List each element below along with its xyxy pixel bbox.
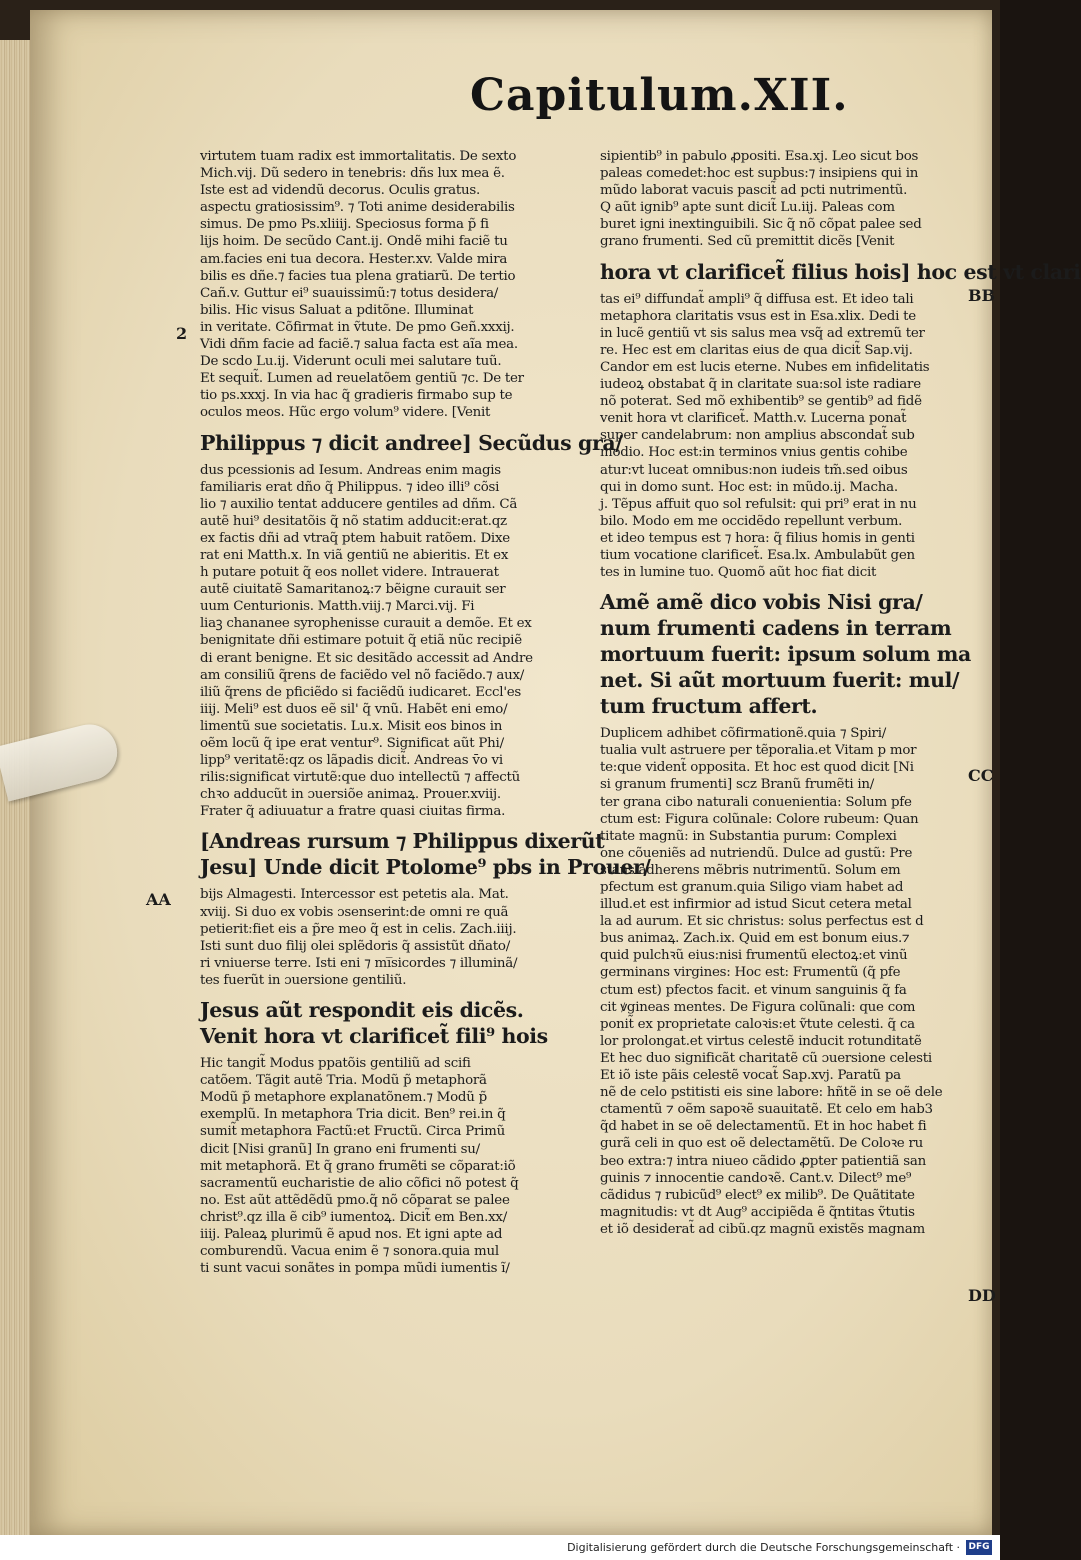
text-line: sacramentũ eucharistie de alio cõfici nõ potest q̃ xyxy=(200,1175,519,1191)
text-line: Q aũt ignib⁹ apte sunt dicit̃ Lu.iij. Paleas com xyxy=(600,200,895,216)
right-column xyxy=(600,148,1081,1238)
text-line: sipientib⁹ in pabulo ꝓpositi. Esa.xj. Leo sicut bos xyxy=(600,149,919,164)
text-line: metaphora claritatis vsus est in Esa.xlix. Dedi te xyxy=(600,308,916,324)
dfg-logo-icon: DFG xyxy=(966,1540,992,1555)
margin-mark-aa: AA xyxy=(146,890,171,909)
text-line: iiij. Paleaꝝ plurimũ ẽ apud nos. Et igni apte ad xyxy=(200,1226,503,1242)
text-line: Amẽ amẽ dico vobis Nisi gra/ xyxy=(600,590,923,615)
text-line: num frumenti cadens in terram xyxy=(600,616,952,641)
text-line: super candelabrum: non amplius abscondat̃ sub xyxy=(600,428,915,444)
text-line: ponit̃ ex proprietate caloꝛis:et ṽtute celesti. q̃ ca xyxy=(600,1016,915,1032)
text-line: Duplicem adhibet cõfirmationẽ.quia ⁊ Spiri/ xyxy=(600,726,886,742)
text-line: net. Si aũt mortuum fuerit: mul/ xyxy=(600,668,960,693)
text-line: la ad aurum. Et sic christus: solus perfectus est d xyxy=(600,914,924,930)
text-line: sumit̃ metaphora Factũ:et Fructũ. Circa Primũ xyxy=(200,1124,505,1140)
text-line: ctum est) pfectos facit. et vinum sanguinis q̃ fa xyxy=(600,982,907,998)
text-line: am.facies eni tua decora. Hester.xv. Valde mira xyxy=(200,251,508,267)
text-line: quid pulchꝛũ eius:nisi frumentũ electoꝝ:et vinũ xyxy=(600,948,908,964)
text-line: illud.et est infirmior ad istud Sicut cetera metal xyxy=(600,897,912,913)
left-big-lines-2 xyxy=(200,828,651,880)
text-line: ctamentũ ⁊ oẽm sapoꝛẽ suauitatẽ. Et celo em hab3 xyxy=(600,1102,933,1118)
right-lines-mid xyxy=(600,291,988,582)
text-line: Hic tangit̃ Modus ppatõis gentiliũ ad scifi xyxy=(200,1056,471,1072)
text-line: grano frumenti. Sed cũ premittit dicẽs [Venit xyxy=(600,234,895,250)
text-line: Iste est ad videndũ decorus. Oculis gratus. xyxy=(200,183,480,199)
text-line: limentũ sue societatis. Lu.x. Misit eos binos in xyxy=(200,718,503,734)
left-lines-bottom xyxy=(200,1055,600,1277)
text-line: iiij. Meli⁹ est duos eẽ sil' q̃ vnũ. Habẽt eni emo/ xyxy=(200,701,508,717)
margin-mark-cc: CC xyxy=(968,766,994,785)
text-line: si granum frumenti] scz Branũ frumẽti in/ xyxy=(600,777,875,793)
text-line: christ⁹.qz illa ẽ cib⁹ iumentoꝝ. Dicit̃ em Ben.xx/ xyxy=(200,1209,507,1225)
text-line: buret igni inextinguibili. Sic q̃ nõ cõpat palee sed xyxy=(600,217,922,233)
text-line: Candor em est lucis eterne. Nubes em infidelitatis xyxy=(600,359,930,375)
left-lines-after xyxy=(200,886,600,989)
text-line: cit ꝟgineas mentes. De Figura colũnali: que com xyxy=(600,999,916,1015)
text-line: magnitudis: vt dt Aug⁹ accipiẽda ẽ q̃ntitas ṽtutis xyxy=(600,1204,915,1220)
text-line: et ideo tempus est ⁊ hora: q̃ filius homis in genti xyxy=(600,530,915,546)
book-page xyxy=(30,10,1081,1535)
text-line: venit hora vt clarificet̃. Matth.v. Lucerna ponat̃ xyxy=(600,411,907,427)
text-line: tium vocatione clarificet̃. Esa.lx. Ambulabũt gen xyxy=(600,547,915,563)
left-lines-top xyxy=(200,148,600,422)
text-line: beo extra:⁊ intra niueo cãdido ꝓpter patientiã san xyxy=(600,1153,926,1169)
text-line: Venit hora vt clarificet̃ fili⁹ hois xyxy=(200,1024,548,1049)
text-line: bilo. Modo em me occidẽdo repellunt verbum. xyxy=(600,513,903,529)
footer-bar xyxy=(0,1535,1000,1560)
text-line: oculos meos. Hũc ergo volum⁹ videre. [Venit xyxy=(200,405,491,421)
text-line: atur:vt luceat omnibus:non iudeis tm̃.sed oibus xyxy=(600,462,908,478)
right-big-lines xyxy=(600,259,1081,285)
text-line: iliũ q̃rens de pficiẽdo si faciẽdũ iudicaret. Eccl'es xyxy=(200,684,522,700)
margin-mark-dd: DD xyxy=(968,1286,996,1305)
text-line: autẽ ciuitatẽ Samaritanoꝝ:⁊ bẽigne curauit ser xyxy=(200,582,506,598)
text-line: uum Centurionis. Matth.viij.⁊ Marci.vij. Fi xyxy=(200,599,475,615)
text-line: Mich.vij. Dũ sedero in tenebris: dñs lux mea ẽ. xyxy=(200,166,505,182)
text-line: tas ei⁹ diffundat̃ ampli⁹ q̃ diffusa est. Et ideo tali xyxy=(600,291,914,307)
text-line: di erant benigne. Et sic desitãdo accessit ad Andre xyxy=(200,650,533,666)
text-line: am consiliũ q̃rens de faciẽdo vel nõ faciẽdo.⁊ aux/ xyxy=(200,667,525,683)
text-line: benignitate dñi estimare potuit q̃ etiã nũc recipiẽ xyxy=(200,633,522,649)
text-line: nẽ de celo pstitisti eis sine labore: hñtẽ in se oẽ dele xyxy=(600,1085,943,1101)
text-line: hora vt clarificet̃ filius hois] hoc est vt clari xyxy=(600,259,1081,284)
text-line: one cõueniẽs ad nutriendũ. Dulce ad gustũ: Pre xyxy=(600,845,913,861)
text-line: ctum est: Figura colũnale: Colore rubeum: Quan xyxy=(600,811,919,827)
text-line: Modũ p̃ metaphore explanatõnem.⁊ Modũ p̃ xyxy=(200,1090,487,1106)
text-line: Et hec duo significãt charitatẽ cũ ɔuersione celesti xyxy=(600,1050,932,1066)
text-line: dicit [Nisi granũ] In grano eni frumenti su/ xyxy=(200,1141,480,1157)
margin-mark-2: 2 xyxy=(176,324,188,343)
text-line: j. Tẽpus affuit quo sol refulsit: qui pri⁹ erat in nu xyxy=(600,496,917,512)
text-line: Jesu] Unde dicit Ptolome⁹ pbs in Prouer/ xyxy=(200,855,651,880)
left-big-lines xyxy=(200,430,623,456)
text-line: in lucẽ gentiũ vt sis salus mea vsq̃ ad extremũ ter xyxy=(600,325,925,341)
text-line: h putare potuit q̃ eos nollet videre. Intrauerat xyxy=(200,565,499,581)
text-line: lijs hoim. De secũdo Cant.ij. Ondẽ mihi faciẽ tu xyxy=(200,234,508,250)
footer-credit: Digitalisierung gefördert durch die Deutsche Forschungsgemeinschaft · xyxy=(567,1541,960,1554)
text-line: petierit:fiet eis a p̃re meo q̃ est in celis. Zach.iiij. xyxy=(200,921,517,937)
text-line: bijs Almagesti. Intercessor est petetis ala. Mat. xyxy=(200,887,509,903)
text-line: gurã celi in quo est oẽ delectamẽtũ. De Coloꝛe ru xyxy=(600,1136,924,1152)
text-line: bilis. Hic visus Saluat a pditõne. Illuminat xyxy=(200,302,474,318)
text-line: Philippus ⁊ dicit andree] Secũdus gra/ xyxy=(200,430,623,455)
text-line: virtutem tuam radix est immortalitatis. De sexto xyxy=(200,149,517,164)
text-line: familiaris erat dño q̃ Philippus. ⁊ ideo illi⁹ cõsi xyxy=(200,479,500,495)
text-line: cãdidus ⁊ rubicũd⁹ elect⁹ ex milib⁹. De Quãtitate xyxy=(600,1187,915,1203)
text-line: et iõ desiderat̃ ad cibũ.qz magnũ existẽs magnam xyxy=(600,1221,925,1237)
right-lines-top xyxy=(600,148,988,251)
text-line: Vidi dñm facie ad faciẽ.⁊ salua facta est aĩa mea. xyxy=(200,337,518,353)
running-head: Capitulum.XII. xyxy=(470,70,849,121)
text-line: modio. Hoc est:in terminos vnius gentis cohibe xyxy=(600,445,908,461)
left-lines-mid xyxy=(200,462,600,821)
text-line: tio ps.xxxj. In via hac q̃ gradieris firmabo sup te xyxy=(200,388,513,404)
text-line: titate magnũ: in Substantia purum: Complexi xyxy=(600,828,897,844)
text-line: autẽ hui⁹ desitatõis q̃ nõ statim adducit:erat.qz xyxy=(200,513,507,529)
text-line: rilis:significat virtutẽ:que duo intellectũ ⁊ affectũ xyxy=(200,770,521,786)
text-line: Et iõ iste pãis celestẽ vocat̃ Sap.xvj. Paratũ pa xyxy=(600,1068,901,1084)
text-line: rat eni Matth.x. In viã gentiũ ne abieritis. Et ex xyxy=(200,547,509,563)
text-line: guinis ⁊ innocentie candoꝛẽ. Cant.v. Dilect⁹ me⁹ xyxy=(600,1170,912,1186)
text-line: comburendũ. Vacua enim ẽ ⁊ sonora.quia mul xyxy=(200,1244,499,1260)
text-line: mit metaphorã. Et q̃ grano frumẽti se cõparat:iõ xyxy=(200,1158,516,1174)
text-line: iudeoꝝ obstabat q̃ in claritate sua:sol iste radiare xyxy=(600,377,921,393)
text-line: ri vniuerse terre. Isti eni ⁊ mi̅sicordes ⁊ illuminã/ xyxy=(200,955,518,971)
text-line: oẽm locũ q̃ ipe erat ventur⁹. Significat aũt Phi/ xyxy=(200,736,504,751)
text-line: nõ poterat. Sed mõ exhibentib⁹ se gentib⁹ ad fidẽ xyxy=(600,394,922,410)
text-line: germinans virgines: Hoc est: Frumentũ (q̃ pfe xyxy=(600,965,901,981)
text-line: xviij. Si duo ex vobis ɔsenserint:de omni re quã xyxy=(200,904,509,920)
text-line: re. Hec est em claritas eius de qua dicit̃ Sap.vij. xyxy=(600,342,913,358)
text-line: tes fuerũt in ɔuersione gentiliũ. xyxy=(200,972,407,988)
text-line: simus. De pmo Ps.xliiij. Speciosus forma p̃ fi xyxy=(200,217,489,233)
text-line: bus animaꝝ. Zach.ix. Quid em est bonum eius.⁊ xyxy=(600,931,910,947)
text-line: pfectum est granum.quia Siligo viam habet ad xyxy=(600,880,904,895)
left-column xyxy=(200,148,651,1277)
text-line: mũdo laborat vacuis pascit̃ ad pcti nutrimentũ. xyxy=(600,183,908,199)
margin-mark-bb: BB xyxy=(968,286,996,305)
text-line: lipp⁹ veritatẽ:qz os lãpadis dicit̃. Andreas v̄o vi xyxy=(200,753,503,769)
text-line: lio ⁊ auxilio tentat adducere gentiles ad dñm. Cã xyxy=(200,496,518,512)
text-line: De scdo Lu.ij. Viderunt oculi mei salutare tuũ. xyxy=(200,354,502,370)
text-line: ter grana cibo naturali conuenientia: Solum pfe xyxy=(600,794,912,810)
text-line: paleas comedet:hoc est supbus:⁊ insipiens qui in xyxy=(600,166,919,182)
text-line: qui in domo sunt. Hoc est: in mũdo.ij. Macha. xyxy=(600,479,898,495)
text-line: Cañ.v. Guttur ei⁹ suauissimũ:⁊ totus desidera/ xyxy=(200,285,499,301)
text-line: exemplũ. In metaphora Tria dicit. Ben⁹ rei.in q̃ xyxy=(200,1107,506,1123)
text-line: tum fructum affert. xyxy=(600,694,818,719)
text-line: liaꝫ chananee syrophenisse curauit a demõe. Et ex xyxy=(200,616,532,632)
text-line: dus pcessionis ad Iesum. Andreas enim magis xyxy=(200,462,501,478)
text-line: aspectu gratiosissim⁹. ⁊ Toti anime desiderabilis xyxy=(200,200,515,216)
text-line: bilis es dñe.⁊ facies tua plena gratiarũ. De tertio xyxy=(200,268,516,284)
text-line: tualia vult astruere per tẽporalia.et Vitam p mor xyxy=(600,743,917,759)
text-line: no. Est aũt attẽdẽdũ pmo.q̃ nõ cõparat se palee xyxy=(200,1192,510,1208)
text-line: [Andreas rursum ⁊ Philippus dixerũt xyxy=(200,829,605,854)
text-line: ex factis dñi ad vtraq̃ ptem habuit ratõem. Dixe xyxy=(200,530,510,546)
text-line: mortuum fuerit: ipsum solum ma xyxy=(600,642,971,667)
text-line: tes in lumine tuo. Quomõ aũt hoc fiat dicit xyxy=(600,565,877,581)
text-line: q̃d habet in se oẽ delectamentũ. Et in hoc habet fi xyxy=(600,1119,927,1135)
left-heading xyxy=(200,997,600,1049)
text-line: ti sunt vacui sonãtes in pompa mũdi iumentis ĩ/ xyxy=(200,1261,510,1277)
text-line: Frater q̃ adiuuatur a fratre quasi ciuitas firma. xyxy=(200,804,506,820)
text-line: Isti sunt duo filij olei splẽdoris q̃ assistũt dñato/ xyxy=(200,938,510,954)
text-line: catõem. Tãgit autẽ Tria. Modũ p̃ metaphorã xyxy=(200,1073,487,1089)
text-line: te:que vident̃ opposita. Et hoc est quod dicit [Ni xyxy=(600,760,914,776)
right-heading xyxy=(600,589,988,719)
right-lines-bottom xyxy=(600,725,988,1238)
text-line: in veritate. Cõfirmat in ṽtute. De pmo Geñ.xxxij. xyxy=(200,319,515,335)
text-line: chꝛo adducũt in ɔuersiõe animaꝝ. Prouer.xviij. xyxy=(200,787,501,803)
text-line: Et sequit̃. Lumen ad reuelatõem gentiũ ⁊c. De ter xyxy=(200,371,524,387)
text-line: Jesus aũt respondit eis dicẽs. xyxy=(200,998,524,1023)
text-line: stans adherens mẽbris nutrimentũ. Solum em xyxy=(600,862,901,878)
text-line: lor prolongat.et virtus celestẽ inducit rotunditatẽ xyxy=(600,1033,922,1049)
